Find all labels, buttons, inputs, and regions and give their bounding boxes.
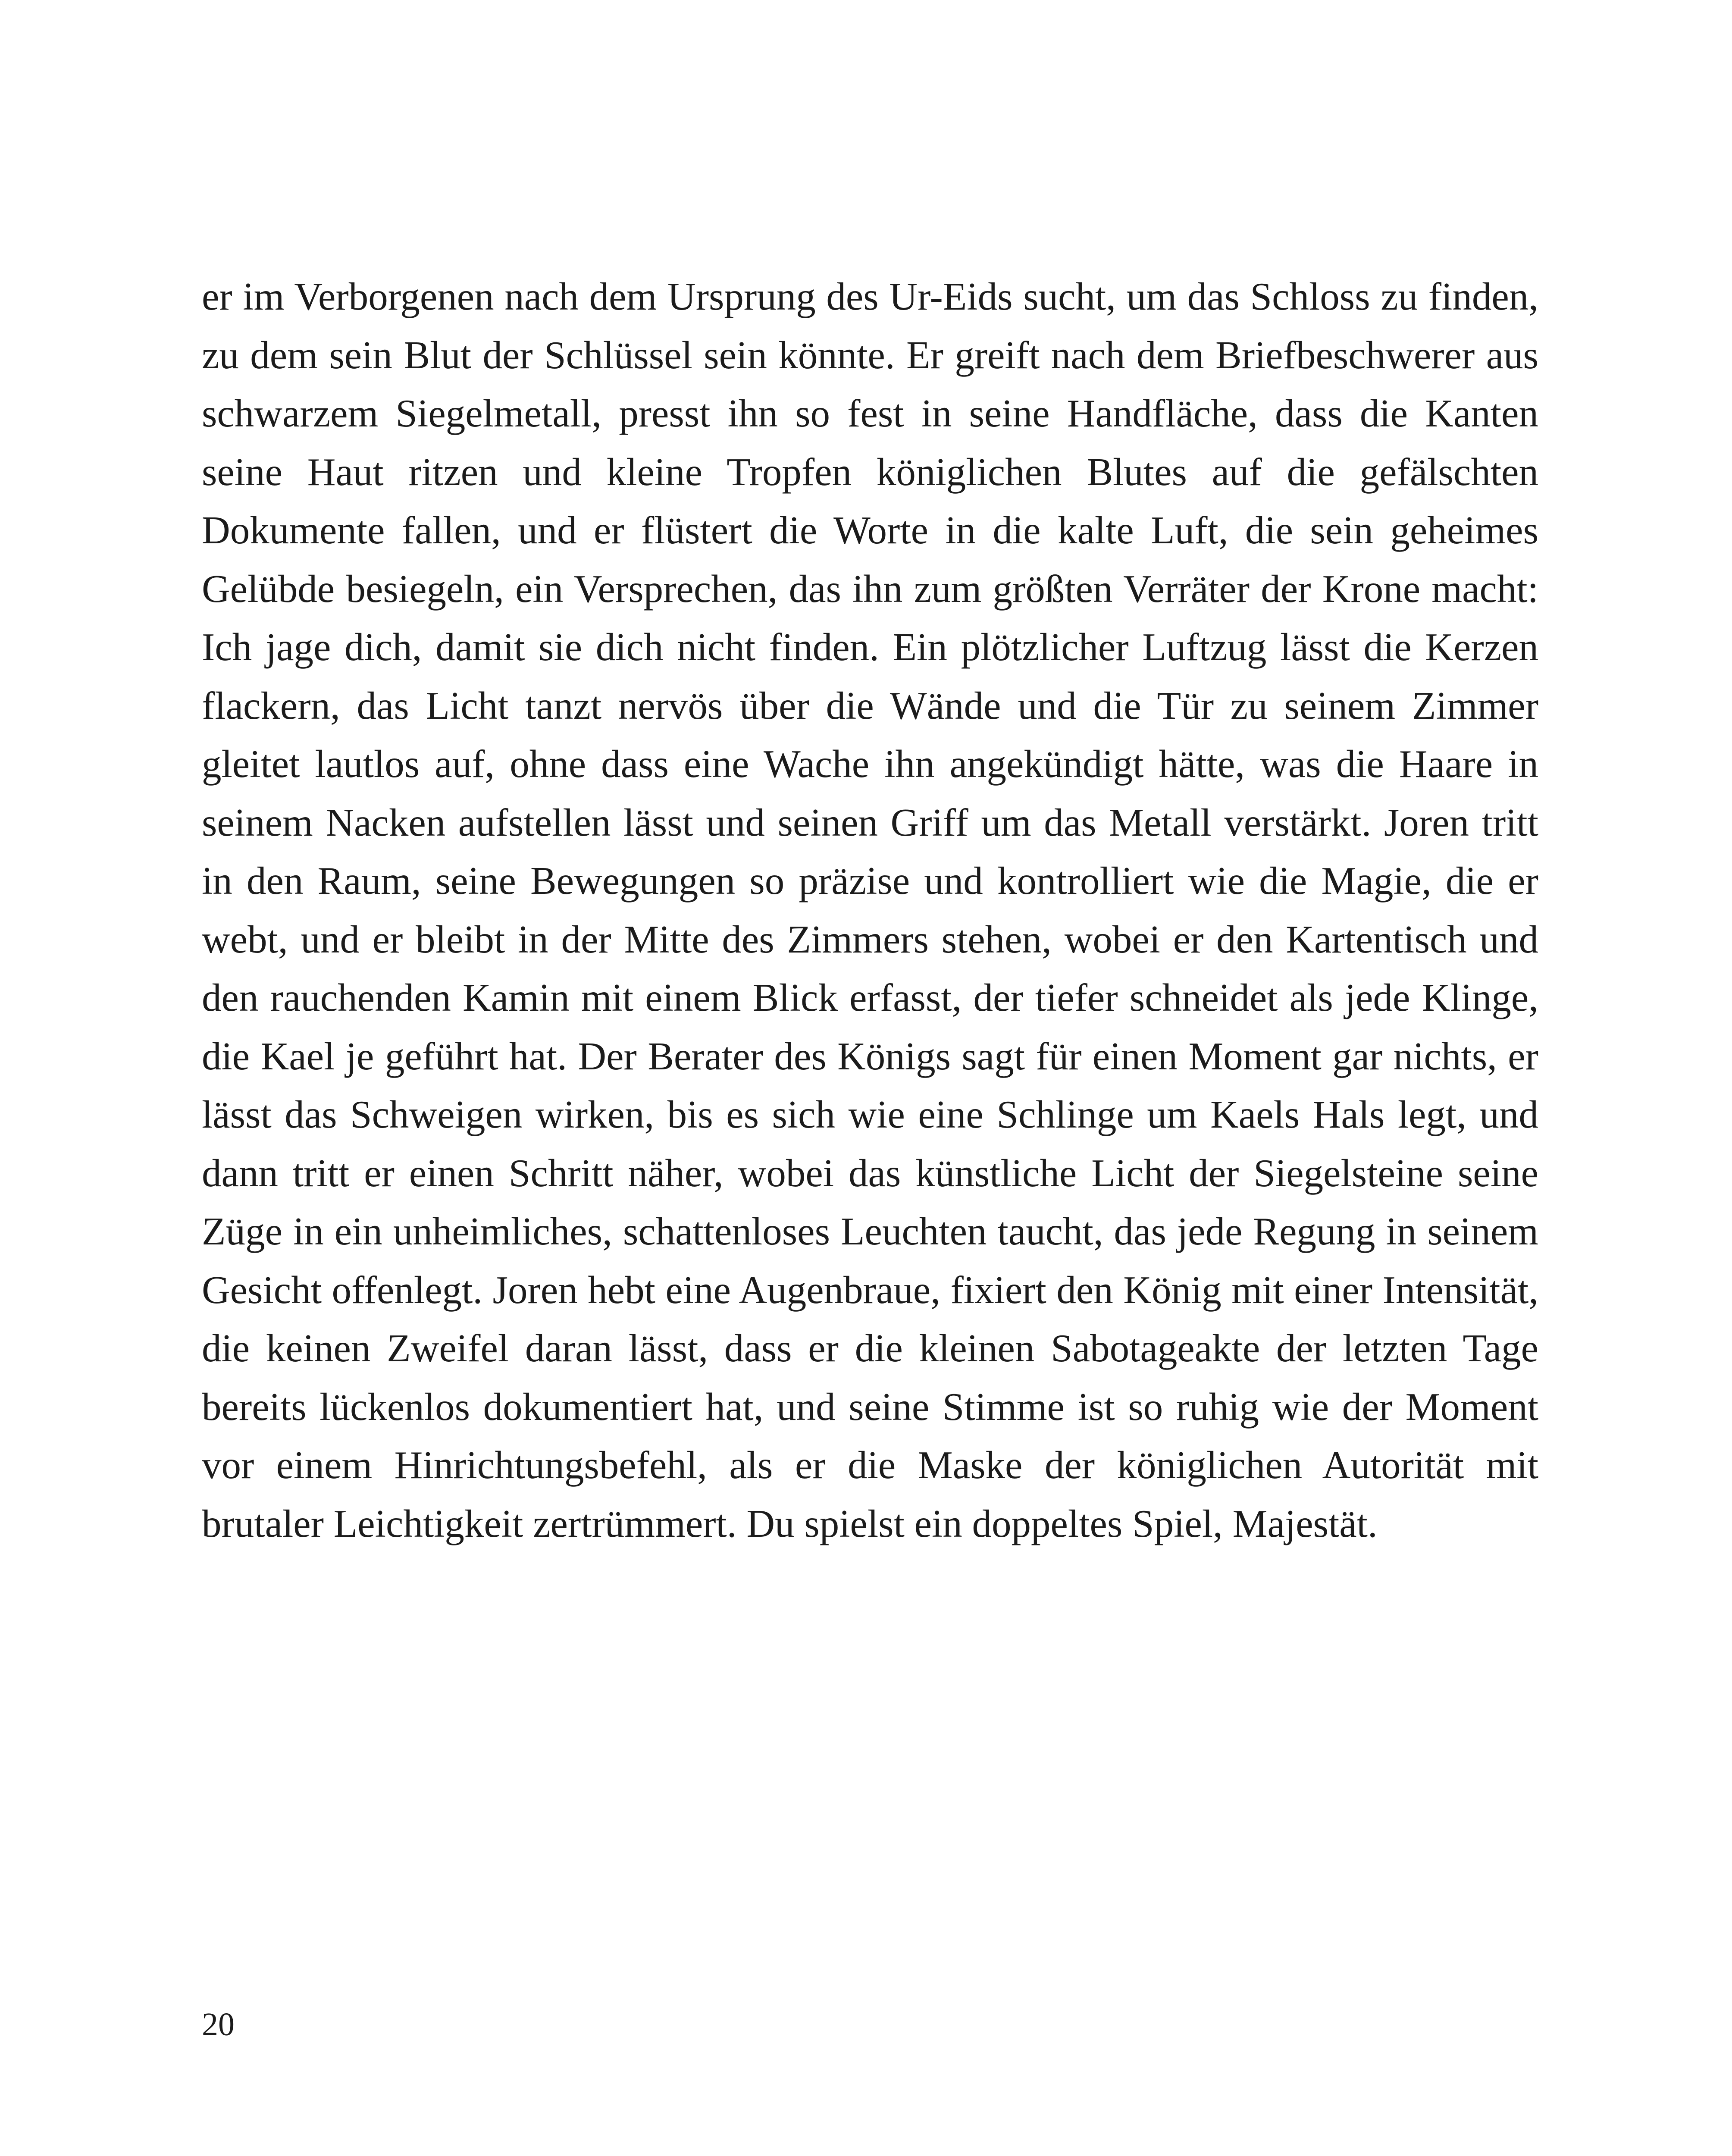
page-number: 20 [202,2006,235,2043]
body-paragraph: er im Verborgenen nach dem Ursprung des Ur-Eids sucht, um das Schloss zu finden, zu dem sein Blut der Schlüssel sein könnte. Er greift nach dem Briefbeschwerer aus schwarzem Siegelmetall, presst ihn so fest in seine Handfläche, dass die Kanten seine Haut ritzen und kleine Tropfen königlichen Blutes auf die gefälschten Dokumente fallen, und er flüstert die Worte in die kalte Luft, die sein geheimes Gelübde besiegeln, ein Versprechen, das ihn zum größten Verräter der Krone macht: Ich jage dich, damit sie dich nicht finden. Ein plötzlicher Luftzug lässt die Kerzen flackern, das Licht tanzt nervös über die Wände und die Tür zu seinem Zimmer gleitet lautlos auf, ohne dass eine Wache ihn angekündigt hätte, was die Haare in seinem Nacken aufstellen lässt und seinen Griff um das Metall verstärkt. Joren tritt in den Raum, seine Bewegungen so präzise und kontrolliert wie die Magie, die er webt, und er bleibt in der Mitte des Zimmers stehen, wobei er den Kartentisch und den rauchenden Kamin mit einem Blick erfasst, der tiefer schneidet als jede Klinge, die Kael je geführt hat. Der Berater des Königs sagt für einen Moment gar nichts, er lässt das Schweigen wirken, bis es sich wie eine Schlinge um Kaels Hals legt, und dann tritt er einen Schritt näher, wobei das künstliche Licht der Siegelsteine seine Züge in ein unheimliches, schattenloses Leuchten taucht, das jede Regung in seinem Gesicht offenlegt. Joren hebt eine Augenbraue, fixiert den König mit einer Intensität, die keinen Zweifel daran lässt, dass er die kleinen Sabotageakte der letzten Tage bereits lückenlos dokumentiert hat, und seine Stimme ist so ruhig wie der Moment vor einem Hinrichtungsbefehl, als er die Maske der königlichen Autorität mit brutaler Leichtigkeit zertrümmert. Du spielst ein doppeltes Spiel, Majestät. [202,275,1538,1545]
